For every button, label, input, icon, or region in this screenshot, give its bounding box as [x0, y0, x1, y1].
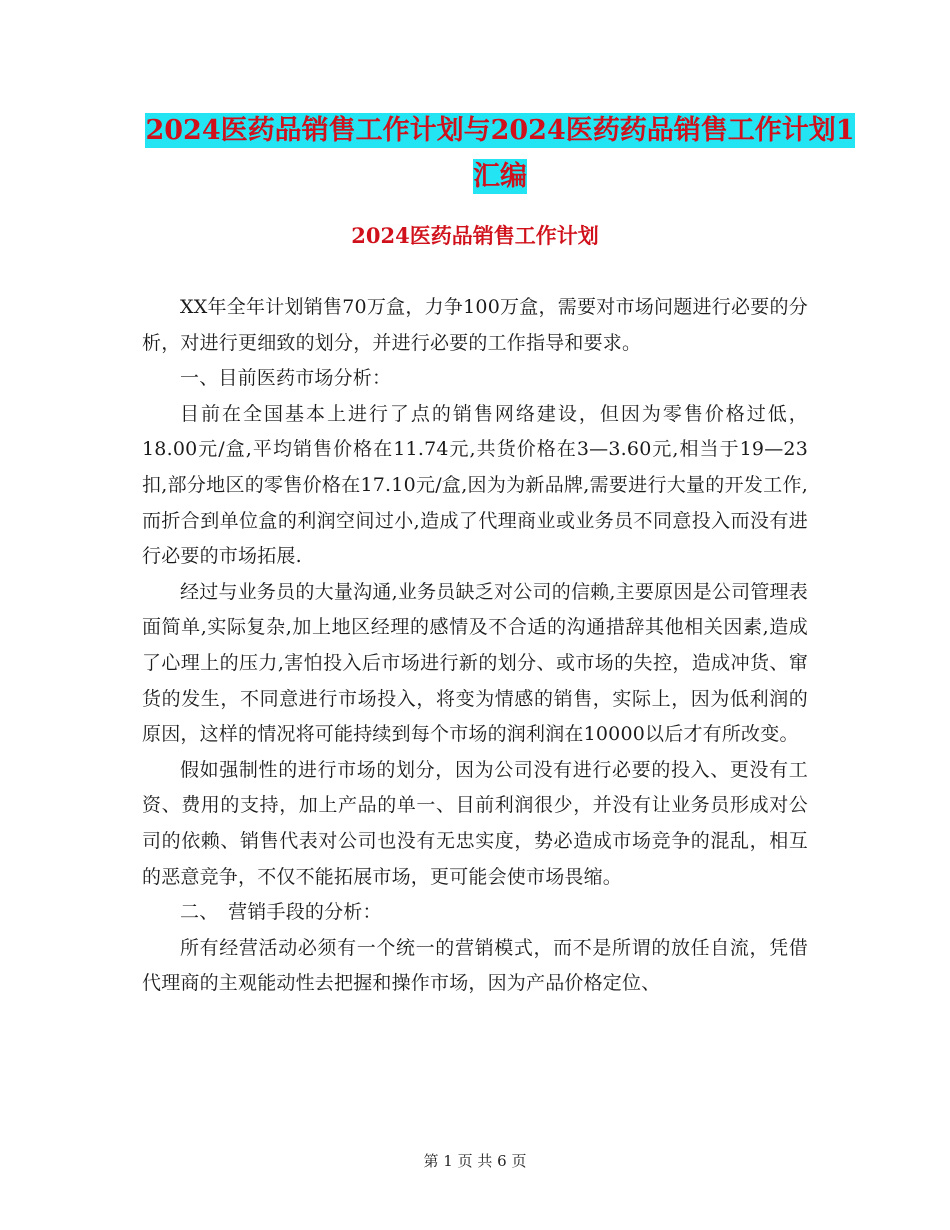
- paragraph: 目前在全国基本上进行了点的销售网络建设，但因为零售价格过低，18.00元/盒,平均销售价格在11.74元,共货价格在3—3.60元,相当于19—23扣,部分地区的零售价格在17.10元/盒,因为为新品牌,需要进行大量的开发工作,而折合到单位盒的利润空间过小,造成了代理商业或业务员不同意投入而没有进行必要的市场拓展.: [142, 402, 808, 568]
- document-title: 2024医药品销售工作计划与2024医药药品销售工作计划1汇编: [145, 115, 855, 192]
- paragraph: XX年全年计划销售70万盒，力争100万盒，需要对市场问题进行必要的分析，对进行更细致的划分，并进行必要的工作指导和要求。: [142, 296, 808, 354]
- section-heading: 二、 营销手段的分析：: [180, 901, 382, 924]
- document-body: [142, 290, 808, 1002]
- section-title: 2024医药品销售工作计划: [351, 223, 599, 248]
- section-heading: 一、目前医药市场分析：: [180, 367, 392, 390]
- paragraph: 所有经营活动必须有一个统一的营销模式，而不是所谓的放任自流，凭借代理商的主观能动性去把握和操作市场，因为产品价格定位、: [142, 936, 808, 995]
- paragraph: 经过与业务员的大量沟通,业务员缺乏对公司的信赖,主要原因是公司管理表面简单,实际复杂,加上地区经理的感情及不合适的沟通措辞其他相关因素,造成了心理上的压力,害怕投入后市场进行新的划分、或市场的失控，造成冲货、窜货的发生，不同意进行市场投入，将变为情感的销售，实际上，因为低利润的原因，这样的情况将可能持续到每个市场的润利润在10000以后才有所改变。: [142, 580, 808, 746]
- paragraph: 假如强制性的进行市场的划分，因为公司没有进行必要的投入、更没有工资、费用的支持，加上产品的单一、目前利润很少，并没有让业务员形成对公司的依赖、销售代表对公司也没有无忠实度，势必造成市场竞争的混乱，相互的恶意竞争，不仅不能拓展市场，更可能会使市场畏缩。: [142, 758, 808, 888]
- page-footer: 第 1 页 共 6 页: [423, 1152, 527, 1170]
